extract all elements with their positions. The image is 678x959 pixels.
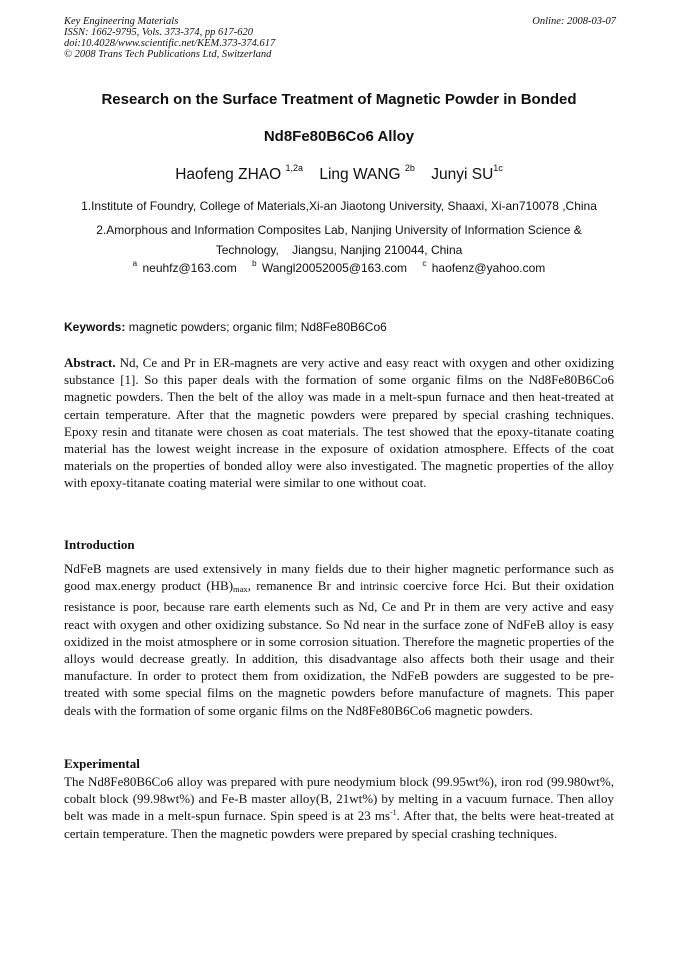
introduction-heading: Introduction xyxy=(64,537,135,552)
email-mark: b xyxy=(252,259,257,268)
abstract-text: Nd, Ce and Pr in ER-magnets are very active and easy react with oxygen and other oxidizing substance [1]. So this paper deals with the formation of some organic films on the Nd8Fe80B6Co6 magnetic powders. Then the belt of the alloy was made in a melt-spun furnace and then heat-treated at certain temperature. After that the magnetic powders were prepared by special crashing techniques. Epoxy resin and titanate were chosen as coat materials. The test showed that the epoxy-titanate coating material has the lowest weight increase in the exposure of oxidation atmosphere. Effects of the coat materials on the properties of bonded alloy were also investigated. The magnetic properties of the alloy with epoxy-titanate coating material were similar to one without coat. xyxy=(64,355,614,491)
email-entry xyxy=(252,261,407,275)
email-address: haofenz@yahoo.com xyxy=(431,261,546,275)
experimental-paragraph xyxy=(64,773,614,842)
intro-text-3: coercive force Hci. But their oxidation resistance is poor, because rare earth elements such as Nd, Ce and Pr in them are very active and easy react with oxygen and other oxidizing substance. So Nd near in the surface zone of NdFeB alloy is easy oxidized in the moist atmosphere or in some corrosion situation. Therefore the magnetic properties of the alloys would decrease greatly. In addition, this disadvantage also affects both their usage and their manufacture. In order to protect them from oxidization, the NdFeB powders are suggested to be pre-treated with some special films on the magnetic powders before manufacture of magnets. This paper deals with the formation of some organic films on the Nd8Fe80B6Co6 magnetic powders. xyxy=(64,578,614,718)
abstract xyxy=(64,354,614,492)
email-mark: a xyxy=(132,259,138,268)
exp-text-1: The Nd8Fe80B6Co6 alloy was prepared with pure neodymium block (99.95wt%), iron rod (99.980wt%, cobalt block (99.98wt%) and Fe-B master alloy(B, 21wt%) by melting in a vacuum furnace. Then alloy belt was made in a melt-spun furnace. Spin speed is at 23 ms xyxy=(64,774,614,824)
author-name: Ling WANG xyxy=(319,166,401,183)
affiliation-2 xyxy=(40,220,638,260)
affiliation-1: 1.Institute of Foundry, College of Materials,Xi-an Jiaotong University, Shaaxi, Xi-an710078 ,China xyxy=(81,199,597,213)
author-list xyxy=(40,163,638,184)
author-affiliation-mark: 1,2a xyxy=(285,163,304,173)
issn-line: ISSN: 1662-9795, Vols. 373-374, pp 617-620 xyxy=(64,27,253,38)
author-affiliation-mark: 2b xyxy=(404,163,415,173)
keywords-text: magnetic powders; organic film; Nd8Fe80B6Co6 xyxy=(125,320,387,334)
author-affiliation-mark: 1c xyxy=(493,163,503,173)
journal-header xyxy=(64,16,275,60)
intro-text-small: intrinsic xyxy=(360,581,398,594)
online-date: Online: 2008-03-07 xyxy=(532,16,616,27)
journal-name: Key Engineering Materials xyxy=(64,16,179,27)
abstract-label: Abstract. xyxy=(64,355,116,370)
author xyxy=(319,163,415,183)
email-address: neuhfz@163.com xyxy=(142,261,237,275)
introduction-paragraph xyxy=(64,560,614,719)
email-list xyxy=(40,261,638,275)
copyright-line: © 2008 Trans Tech Publications Ltd, Switzerland xyxy=(64,49,272,60)
exp-text-2: . After that, the belts were heat-treated at certain temperature. Then the magnetic powders were prepared by special crashing techniques. xyxy=(64,808,615,841)
affiliation-2-line2: Technology, Jiangsu, Nanjing 210044, China xyxy=(215,243,463,257)
author xyxy=(175,163,304,183)
exp-superscript: -1 xyxy=(390,808,397,818)
author-name: Haofeng ZHAO xyxy=(175,166,282,183)
email-entry xyxy=(133,261,237,275)
intro-text-1: NdFeB magnets are used extensively in many fields due to their higher magnetic performance such as good max.energy product (HB) xyxy=(64,561,614,594)
author xyxy=(431,163,503,183)
paper-title-line2: Nd8Fe80B6Co6 Alloy xyxy=(263,128,415,145)
doi-line: doi:10.4028/www.scientific.net/KEM.373-374.617 xyxy=(64,38,276,49)
keywords xyxy=(64,320,616,334)
email-address: Wangl20052005@163.com xyxy=(261,261,408,275)
intro-subscript: max xyxy=(233,584,248,595)
keywords-label: Keywords: xyxy=(64,320,126,334)
experimental-heading: Experimental xyxy=(64,756,140,771)
email-entry xyxy=(422,261,545,275)
paper-title-line1: Research on the Surface Treatment of Magnetic Powder in Bonded xyxy=(101,91,577,108)
author-name: Junyi SU xyxy=(431,166,494,183)
intro-text-2: , remanence Br and xyxy=(247,578,361,594)
email-mark: c xyxy=(422,259,427,268)
affiliation-2-line1: 2.Amorphous and Information Composites Lab, Nanjing University of Information Science & xyxy=(96,223,582,237)
